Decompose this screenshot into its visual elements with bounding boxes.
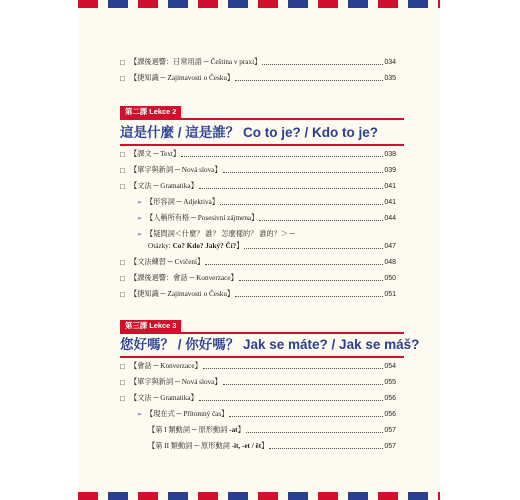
leader-dots	[244, 248, 383, 249]
stripe-segment	[408, 0, 428, 8]
stripe-segment	[188, 492, 198, 500]
leader-dots	[229, 416, 383, 417]
stripe-segment	[378, 492, 398, 500]
page-number: 041	[384, 198, 396, 206]
airmail-border-top	[78, 0, 440, 8]
toc-entry[interactable]: □ 【會話 ─ Konverzace】 054	[120, 361, 396, 371]
stripe-segment	[438, 0, 440, 8]
stripe-segment	[158, 492, 168, 500]
page-number: 055	[384, 378, 396, 386]
stripe-segment	[218, 492, 228, 500]
checkbox-icon: □	[120, 149, 125, 159]
leader-dots	[205, 264, 383, 265]
stripe-segment	[168, 492, 188, 500]
stripe-segment	[258, 492, 278, 500]
checkbox-icon: □	[120, 165, 125, 175]
stripe-segment	[398, 0, 408, 8]
leader-dots	[269, 448, 383, 449]
stripe-segment	[428, 0, 438, 8]
lesson-badge: 第二課 Lekce 2	[120, 106, 181, 118]
toc-entry[interactable]: □ 【單字與新詞 ─ Nová slova】 055	[120, 377, 396, 387]
stripe-segment	[438, 492, 440, 500]
stripe-segment	[128, 0, 138, 8]
stripe-segment	[108, 0, 128, 8]
checkbox-icon: □	[120, 361, 125, 371]
toc-subentry[interactable]: ➢ 【疑問詞＜什麼？ 誰？ 怎麼樣的？ 誰的？＞ ─	[137, 230, 295, 238]
stripe-segment	[158, 0, 168, 8]
toc-entry[interactable]: □ 【文法 ─ Gramatika】 056	[120, 393, 396, 403]
page-number: 048	[384, 258, 396, 266]
page-number: 035	[384, 74, 396, 82]
checkbox-icon: □	[120, 273, 125, 283]
toc-subentry-continuation[interactable]: Otázky: Co? Kdo? Jaký? Čí?】 047	[148, 242, 396, 250]
checkbox-icon: □	[120, 393, 125, 403]
leader-dots	[262, 64, 383, 65]
leader-dots	[203, 368, 384, 369]
page-number: 047	[384, 242, 396, 250]
stripe-segment	[348, 492, 368, 500]
stripe-segment	[408, 492, 428, 500]
stripe-segment	[98, 492, 108, 500]
page-number: 034	[384, 58, 396, 66]
toc-subentry[interactable]: ➢ 【形容詞 ─ Adjektiva】 041	[137, 198, 396, 206]
toc-entry[interactable]: □ 【單字與新詞 ─ Nová slova】 039	[120, 165, 396, 175]
leader-dots	[199, 188, 384, 189]
stripe-segment	[378, 0, 398, 8]
stripe-segment	[278, 492, 288, 500]
stripe-segment	[368, 492, 378, 500]
stripe-segment	[188, 0, 198, 8]
leader-dots	[246, 432, 384, 433]
airmail-border-bottom	[78, 492, 440, 500]
leader-dots	[220, 204, 383, 205]
checkbox-icon: □	[120, 257, 125, 267]
page-number: 039	[384, 166, 396, 174]
stripe-segment	[348, 0, 368, 8]
leader-dots	[239, 280, 384, 281]
toc-entry[interactable]: □ 【捷知識 ─ Zajímavosti o Česku】 051	[120, 289, 396, 299]
leader-dots	[181, 156, 383, 157]
stripe-segment	[248, 492, 258, 500]
stripe-segment	[138, 0, 158, 8]
toc-entry[interactable]: □ 【文法練習 ─ Cvičení】 048	[120, 257, 396, 267]
leader-dots	[223, 384, 384, 385]
divider	[120, 118, 404, 120]
stripe-segment	[428, 492, 438, 500]
stripe-segment	[168, 0, 188, 8]
checkbox-icon: □	[120, 377, 125, 387]
toc-entry[interactable]: □ 【捷知識 ─ Zajímavosti o Česku】 035	[120, 73, 396, 83]
stripe-segment	[138, 492, 158, 500]
leader-dots	[235, 80, 383, 81]
stripe-segment	[78, 0, 98, 8]
stripe-segment	[278, 0, 288, 8]
leader-dots	[199, 400, 384, 401]
stripe-segment	[198, 492, 218, 500]
stripe-segment	[98, 0, 108, 8]
page-number: 054	[384, 362, 396, 370]
stripe-segment	[338, 0, 348, 8]
page-number: 057	[384, 442, 396, 450]
stripe-segment	[308, 492, 318, 500]
checkbox-icon: □	[120, 57, 125, 67]
stripe-segment	[308, 0, 318, 8]
stripe-segment	[128, 492, 138, 500]
checkbox-icon: □	[120, 181, 125, 191]
page-number: 051	[384, 290, 396, 298]
stripe-segment	[368, 0, 378, 8]
stripe-segment	[108, 492, 128, 500]
stripe-segment	[218, 0, 228, 8]
lesson-badge: 第三課 Lekce 3	[120, 320, 181, 332]
leader-dots	[259, 220, 383, 221]
stripe-segment	[198, 0, 218, 8]
arrow-icon: ➢	[137, 198, 143, 206]
stripe-segment	[248, 0, 258, 8]
stripe-segment	[318, 492, 338, 500]
page-number: 041	[384, 182, 396, 190]
toc-subsubentry[interactable]: 【第 II 類動詞 ─ 原形動詞 -it, -et / ět】 057	[148, 442, 396, 450]
toc-subentry[interactable]: ➢ 【人稱所有格 ─ Posesivní zájmena】 044	[137, 214, 396, 222]
stripe-segment	[258, 0, 278, 8]
arrow-icon: ➢	[137, 410, 143, 418]
stripe-segment	[78, 492, 98, 500]
toc-entry[interactable]: □ 【文法 ─ Gramatika】 041	[120, 181, 396, 191]
leader-dots	[223, 172, 384, 173]
page-number: 050	[384, 274, 396, 282]
arrow-icon: ➢	[137, 230, 143, 238]
leader-dots	[235, 296, 383, 297]
stripe-segment	[228, 0, 248, 8]
toc-entry[interactable]: □ 【課文 ─ Text】 038	[120, 149, 396, 159]
arrow-icon: ➢	[137, 214, 143, 222]
checkbox-icon: □	[120, 289, 125, 299]
toc-subentry[interactable]: ➢ 【現在式 ─ Přítomný čas】 056	[137, 410, 396, 418]
stripe-segment	[338, 492, 348, 500]
stripe-segment	[228, 492, 248, 500]
lesson-title: 您好嗎？ / 你好嗎？ Jak se máte? / Jak se máš?	[120, 337, 420, 352]
toc-subsubentry[interactable]: 【第 I 類動詞 ─ 原形動詞 -at】 057	[148, 426, 396, 434]
page-number: 056	[384, 410, 396, 418]
toc-entry[interactable]: □ 【課後迴響：會話 ─ Konverzace】 050	[120, 273, 396, 283]
page-number: 056	[384, 394, 396, 402]
stripe-segment	[288, 492, 308, 500]
toc-entry[interactable]: □ 【課後迴響：日常用語 ─ Čeština v praxi】 034	[120, 57, 396, 67]
page-number: 057	[384, 426, 396, 434]
stripe-segment	[288, 0, 308, 8]
stripe-segment	[318, 0, 338, 8]
page-number: 038	[384, 150, 396, 158]
lesson-title: 這是什麼 / 這是誰？ Co to je? / Kdo to je?	[120, 125, 378, 140]
stripe-segment	[398, 492, 408, 500]
page-number: 044	[384, 214, 396, 222]
checkbox-icon: □	[120, 73, 125, 83]
